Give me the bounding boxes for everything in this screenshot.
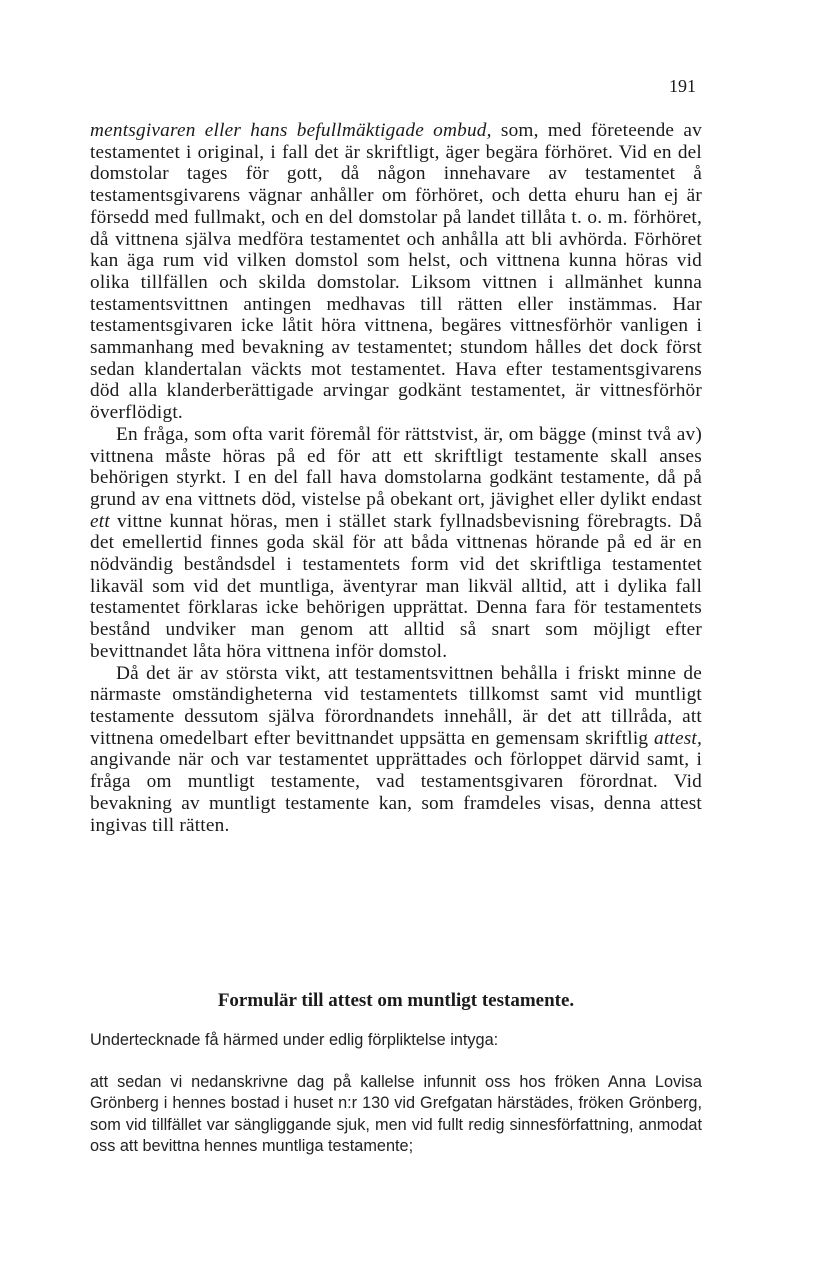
paragraph-2 — [90, 424, 702, 663]
paragraph-2-before: En fråga, som ofta varit föremål för rättstvist, är, om bägge (minst två av) vittnena måste höras på ed för att ett skriftligt testamente skall anses behörigen styrkt. I en del fall hava domstolarna godkänt testamente, då på grund av ena vittnets död, vistelse på obekant ort, jävighet eller dylikt endast — [90, 423, 702, 510]
form-body-line: att sedan vi nedanskrivne dag på kallelse infunnit oss hos fröken Anna Lovisa Grönberg i hennes bostad i huset n:r 130 vid Grefgatan härstädes, fröken Grönberg, som vid tillfället var sängliggande sjuk, men vid fullt redig sinnesförfattning, anmodat oss att bevittna hennes muntliga testamente; — [90, 1072, 702, 1155]
paragraph-1-text: som, med företeende av testamentet i original, i fall det är skriftligt, äger begära förhöret. Vid en del domstolar tages för gott, då någon innehavare av testamentet å testamentsgivarens vägnar anhåller om förhöret, och detta ehuru han ej är försedd med fullmakt, och en del domstolar på landet tillåta t. o. m. förhöret, då vittnena själva medföra testamentet och anhålla att bli avhörda. Förhöret kan äga rum vid vilken domstol som helst, och vittnena kunna höras vid olika tillfällen och skilda domstolar. Liksom vittnen i allmänhet kunna testamentsvittnen antingen medhavas till rätten eller instämmas. Har testamentsgivaren icke låtit höra vittnena, begäres vittnesförhör vanligen i sammanhang med bevakning av testamentet; stundom hålles det dock först sedan klandertalan väckts mot testamentet. Hava efter testamentsgivarens död alla klanderberättigade arvingar godkänt testamentet, är vittnesförhör överflödigt. — [90, 120, 702, 424]
paragraph-3-after: angivande när och var testamentet upprättades och förloppet därvid samt, i fråga om muntligt testamente, vad testamentsgivaren förordnat. Vid bevakning av muntligt testamente kan, som framdeles visas, denna attest ingivas till rätten. — [90, 749, 702, 836]
paragraph-3-before: Då det är av största vikt, att testamentsvittnen behålla i friskt minne de närmaste omständigheterna vid testamentets tillkomst samt vid muntligt testamente dessutom själva förordnandets innehåll, är det att tillråda, att vittnena omedelbart efter bevittnandet uppsätta en gemensam skriftlig — [90, 662, 702, 749]
section-heading: Formulär till attest om muntligt testamente. — [217, 990, 575, 1011]
paragraph-2-italic: ett — [90, 510, 110, 532]
form-text — [90, 1030, 702, 1158]
paragraph-1 — [90, 120, 702, 424]
italic-lead: mentsgivaren eller hans befullmäktigade ombud, — [90, 120, 492, 141]
paragraph-2-after: vittne kunnat höras, men i stället stark fyllnadsbevisning förebragts. Då det emellertid finnes goda skäl för att båda vittnenas hörande på ed är en nödvändig beståndsdel i testamentets form vid det skriftliga testamentet likaväl som vid det muntliga, äventyrar man likväl alltid, att i dylika fall testamentet förklaras icke behörigen upprättat. Denna fara för testamentets bestånd undviker man genom att alltid så snart som möjligt efter bevittnandet låta höra vittnena inför domstol. — [90, 510, 702, 662]
page-number: 191 — [669, 76, 696, 96]
body-text — [90, 120, 702, 836]
paragraph-3-italic: attest, — [654, 727, 702, 749]
form-intro-line: Undertecknade få härmed under edlig förpliktelse intyga: — [90, 1031, 499, 1049]
paragraph-3 — [90, 663, 702, 837]
